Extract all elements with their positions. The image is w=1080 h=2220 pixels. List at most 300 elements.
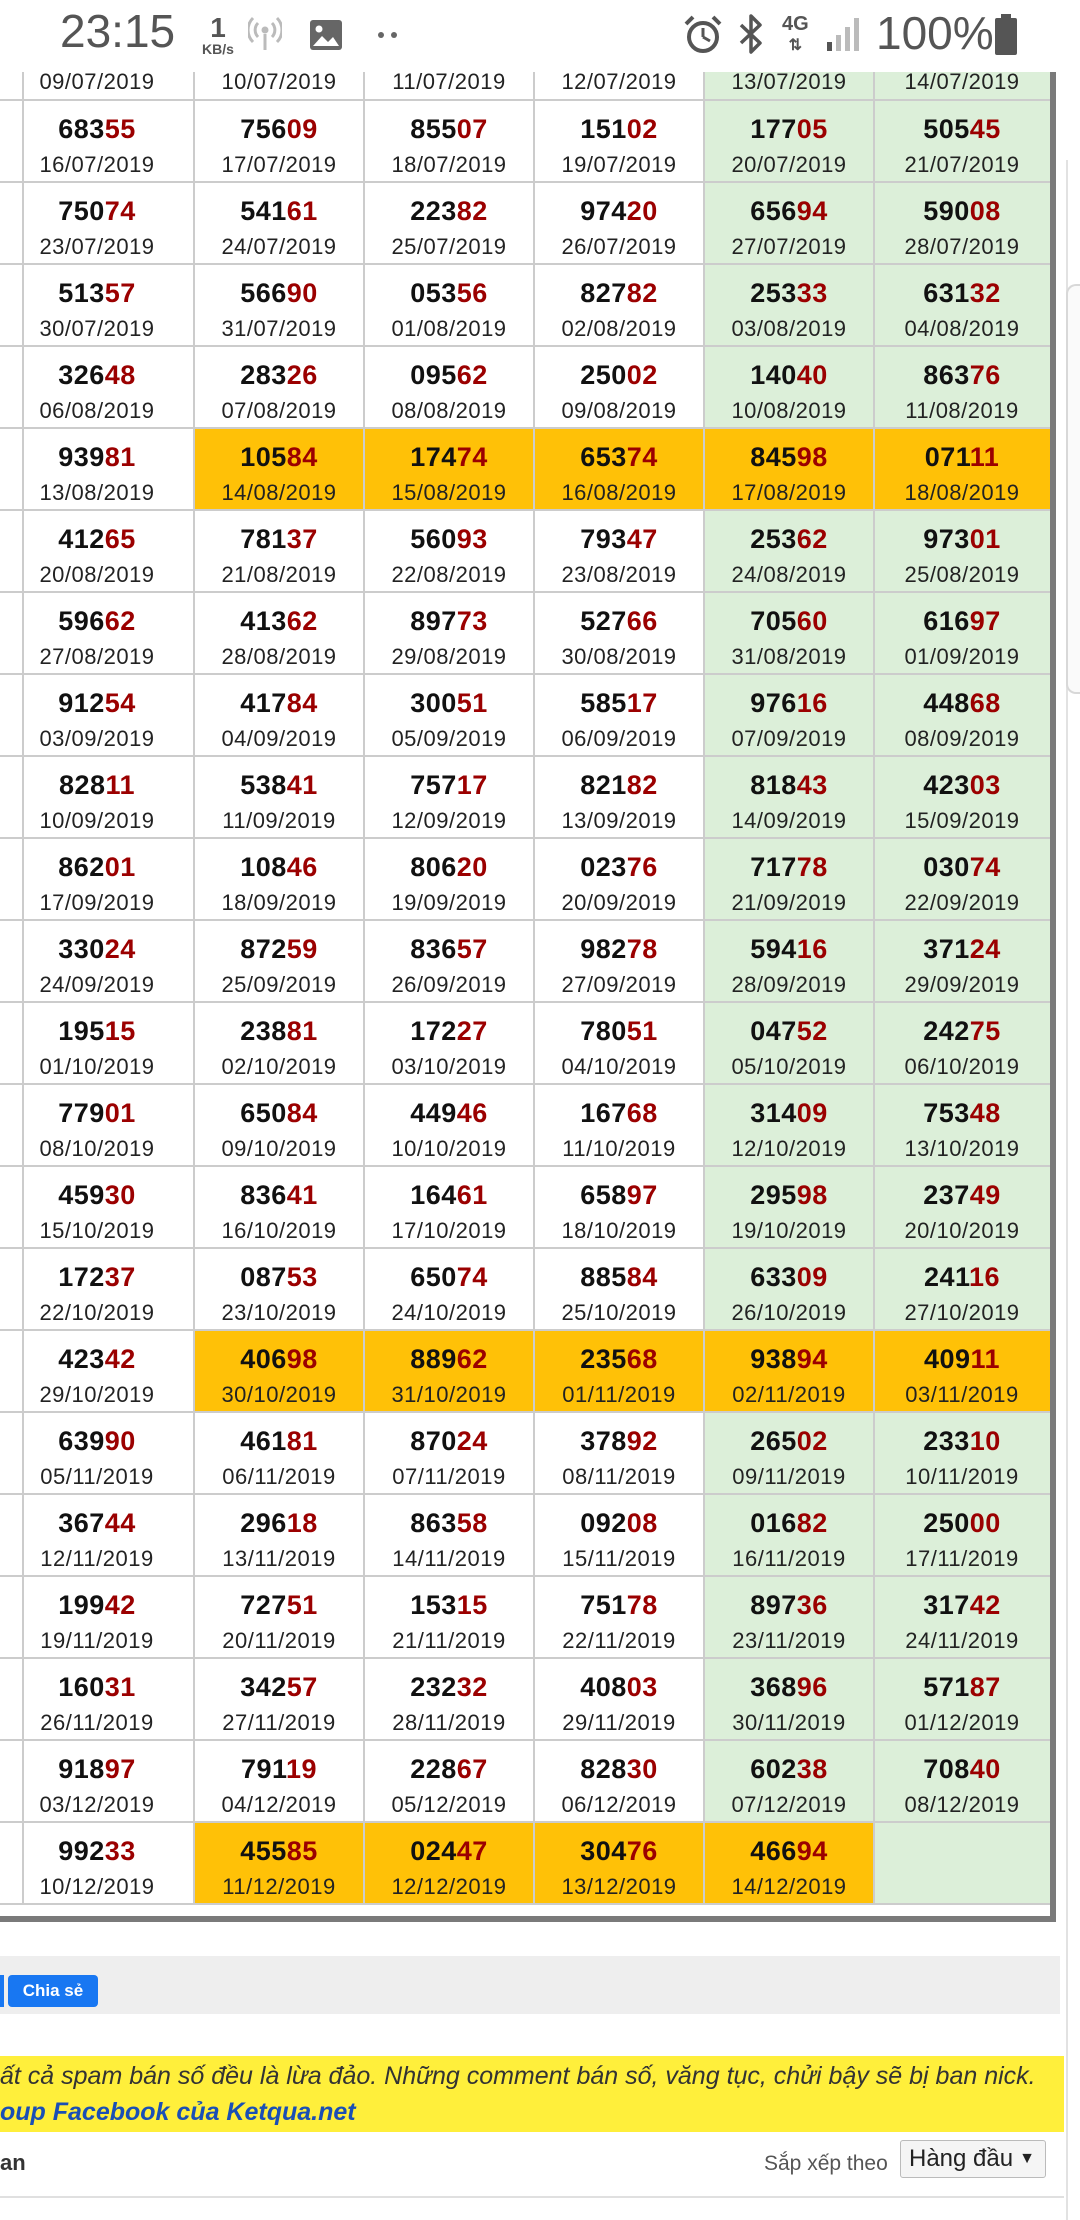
table-cell xyxy=(534,838,704,920)
result-number-tail: 55 xyxy=(104,114,136,144)
table-cell xyxy=(704,346,874,428)
result-number-tail: 47 xyxy=(626,524,658,554)
cell-date: 02/10/2019 xyxy=(221,1054,337,1079)
cell-date: 30/11/2019 xyxy=(732,1710,846,1735)
battery-percent: 100% xyxy=(876,7,994,59)
cell-date: 19/07/2019 xyxy=(561,152,677,177)
result-number-head: 791 xyxy=(240,1754,286,1784)
bluetooth-icon xyxy=(736,12,766,56)
result-number xyxy=(874,278,1050,309)
result-number-tail: 02 xyxy=(626,114,658,144)
result-number-head: 717 xyxy=(750,852,797,882)
cell-date: 30/08/2019 xyxy=(561,644,677,669)
result-number-tail: 48 xyxy=(969,1098,1001,1128)
result-number-head: 821 xyxy=(580,770,627,800)
result-number-head: 172 xyxy=(410,1016,457,1046)
result-number xyxy=(364,1590,534,1621)
table-cell xyxy=(194,346,364,428)
cell-date: 24/09/2019 xyxy=(39,972,155,997)
result-number-tail: 74 xyxy=(456,1262,488,1292)
result-number xyxy=(704,852,874,883)
table-cell xyxy=(194,1740,364,1822)
result-number xyxy=(0,1590,194,1621)
result-number-head: 616 xyxy=(923,606,970,636)
cell-date: 05/10/2019 xyxy=(731,1054,847,1079)
table-cell xyxy=(704,182,874,264)
table-cell xyxy=(364,1494,534,1576)
table-cell xyxy=(534,1576,704,1658)
result-number xyxy=(704,1836,874,1867)
result-number xyxy=(194,1754,364,1785)
cell-date: 06/12/2019 xyxy=(561,1792,677,1817)
cell-date: 07/08/2019 xyxy=(221,398,337,423)
result-number xyxy=(364,770,534,801)
result-number xyxy=(704,1016,874,1047)
result-number-head: 756 xyxy=(240,114,287,144)
result-number-head: 938 xyxy=(750,1344,797,1374)
cell-date: 28/08/2019 xyxy=(221,644,337,669)
cell-date: 02/11/2019 xyxy=(732,1382,846,1407)
cell-date: 24/10/2019 xyxy=(391,1300,507,1325)
result-number-head: 174 xyxy=(410,442,457,472)
result-number-head: 827 xyxy=(580,278,627,308)
cell-date: 19/11/2019 xyxy=(40,1628,154,1653)
result-number-tail: 46 xyxy=(286,852,318,882)
result-number-tail: 75 xyxy=(969,1016,1001,1046)
cell-date: 10/11/2019 xyxy=(905,1464,1019,1489)
table-cell-partial xyxy=(0,69,194,100)
result-number-head: 897 xyxy=(750,1590,797,1620)
result-number-head: 233 xyxy=(923,1426,970,1456)
status-bar xyxy=(0,0,1080,72)
result-number xyxy=(704,1098,874,1129)
result-number xyxy=(0,852,194,883)
column-divider xyxy=(703,72,705,1904)
result-number-tail: 54 xyxy=(104,688,136,718)
result-number-tail: 11 xyxy=(969,442,1000,472)
table-cell xyxy=(874,182,1050,264)
result-number-tail: 01 xyxy=(104,852,136,882)
result-number xyxy=(534,442,704,473)
result-number-head: 232 xyxy=(410,1672,457,1702)
result-number-head: 314 xyxy=(750,1098,797,1128)
result-number xyxy=(704,1508,874,1539)
result-number xyxy=(704,1344,874,1375)
cell-date: 14/07/2019 xyxy=(904,69,1020,94)
cell-date: 24/07/2019 xyxy=(221,234,337,259)
row-divider xyxy=(0,1247,1052,1249)
result-number-head: 855 xyxy=(410,114,457,144)
clock-time: 23:15 xyxy=(60,5,176,57)
cell-date: 07/11/2019 xyxy=(392,1464,506,1489)
result-number-head: 806 xyxy=(410,852,457,882)
result-number-head: 631 xyxy=(923,278,970,308)
table-cell xyxy=(0,920,194,1002)
result-number-head: 235 xyxy=(580,1344,627,1374)
result-number xyxy=(534,852,704,883)
result-number-tail: 61 xyxy=(286,196,318,226)
result-number-head: 590 xyxy=(923,196,970,226)
result-number-head: 757 xyxy=(410,770,457,800)
result-number-tail: 51 xyxy=(456,688,488,718)
cell-date: 01/09/2019 xyxy=(904,644,1020,669)
table-cell xyxy=(194,1248,364,1330)
result-number-tail: 68 xyxy=(626,1098,658,1128)
result-number-tail: 58 xyxy=(456,1508,488,1538)
result-number-tail: 76 xyxy=(969,360,1001,390)
cell-date: 20/11/2019 xyxy=(222,1628,336,1653)
result-number-tail: 51 xyxy=(286,1590,318,1620)
result-number-head: 863 xyxy=(410,1508,457,1538)
result-number-head: 885 xyxy=(580,1262,627,1292)
network-type xyxy=(782,14,809,54)
result-number-head: 030 xyxy=(923,852,970,882)
result-number-tail: 82 xyxy=(626,770,658,800)
result-number-tail: 49 xyxy=(969,1180,1001,1210)
row-divider xyxy=(0,99,1052,101)
result-number-tail: 19 xyxy=(286,1754,318,1784)
result-number-head: 237 xyxy=(923,1180,970,1210)
result-number xyxy=(534,278,704,309)
table-cell xyxy=(874,510,1050,592)
result-number-head: 265 xyxy=(750,1426,797,1456)
row-divider xyxy=(0,1575,1052,1577)
cell-date: 14/09/2019 xyxy=(731,808,847,833)
result-number xyxy=(874,1508,1050,1539)
result-number-head: 108 xyxy=(240,852,287,882)
result-number-head: 459 xyxy=(58,1180,105,1210)
table-cell xyxy=(364,592,534,674)
result-number xyxy=(704,1262,874,1293)
cell-date: 23/11/2019 xyxy=(732,1628,846,1653)
cell-date: 20/08/2019 xyxy=(39,562,155,587)
table-cell xyxy=(534,1412,704,1494)
lottery-results-table xyxy=(0,69,1056,1920)
result-number-tail: 11 xyxy=(105,770,136,800)
divider xyxy=(0,2196,1064,2198)
result-number-head: 863 xyxy=(923,360,970,390)
cell-date: 06/10/2019 xyxy=(904,1054,1020,1079)
share-bar-edge-button[interactable] xyxy=(0,1975,4,2007)
cell-date: 03/09/2019 xyxy=(39,726,155,751)
table-cell xyxy=(0,838,194,920)
table-cell xyxy=(194,1084,364,1166)
result-number xyxy=(0,1016,194,1047)
result-number xyxy=(194,1672,364,1703)
result-number-tail: 32 xyxy=(969,278,1001,308)
result-number-tail: 46 xyxy=(456,1098,488,1128)
table-cell xyxy=(534,1822,704,1904)
result-number xyxy=(0,360,194,391)
cell-date: 09/11/2019 xyxy=(732,1464,846,1489)
result-number xyxy=(874,1262,1050,1293)
cell-date: 15/08/2019 xyxy=(391,480,507,505)
sort-select[interactable] xyxy=(900,2140,1046,2178)
cell-date: 18/08/2019 xyxy=(904,480,1020,505)
result-number-head: 639 xyxy=(58,1426,105,1456)
result-number-head: 650 xyxy=(240,1098,287,1128)
result-number xyxy=(0,1262,194,1293)
row-divider xyxy=(0,345,1052,347)
table-cell xyxy=(704,920,874,1002)
result-number-tail: 74 xyxy=(626,442,658,472)
table-cell xyxy=(0,264,194,346)
result-number-head: 596 xyxy=(58,606,105,636)
result-number-head: 974 xyxy=(580,196,627,226)
table-cell xyxy=(364,1740,534,1822)
table-cell xyxy=(874,1166,1050,1248)
cell-date: 17/07/2019 xyxy=(221,152,337,177)
cell-date: 04/10/2019 xyxy=(561,1054,677,1079)
result-number-tail: 66 xyxy=(626,606,658,636)
result-number-head: 658 xyxy=(580,1180,627,1210)
result-number-head: 250 xyxy=(923,1508,970,1538)
table-cell xyxy=(534,1248,704,1330)
result-number xyxy=(874,852,1050,883)
table-cell xyxy=(704,1576,874,1658)
result-number xyxy=(534,1754,704,1785)
table-cell xyxy=(364,1002,534,1084)
cell-date: 21/08/2019 xyxy=(221,562,337,587)
row-divider xyxy=(0,1001,1052,1003)
table-cell xyxy=(704,510,874,592)
result-number xyxy=(874,442,1050,473)
result-number xyxy=(874,606,1050,637)
result-number-tail: 82 xyxy=(796,1508,828,1538)
result-number-head: 300 xyxy=(410,688,457,718)
result-number-tail: 74 xyxy=(104,196,136,226)
table-cell xyxy=(0,1084,194,1166)
result-number xyxy=(874,1098,1050,1129)
result-number-tail: 61 xyxy=(456,1180,488,1210)
result-number-tail: 85 xyxy=(286,1836,318,1866)
result-number xyxy=(534,688,704,719)
table-cell xyxy=(0,592,194,674)
cell-date: 28/07/2019 xyxy=(904,234,1020,259)
result-number-tail: 76 xyxy=(626,1836,658,1866)
cell-date: 11/07/2019 xyxy=(392,69,506,94)
result-number xyxy=(0,278,194,309)
result-number-tail: 81 xyxy=(104,442,136,472)
result-number xyxy=(704,360,874,391)
column-divider xyxy=(533,72,535,1904)
result-number xyxy=(534,1508,704,1539)
result-number-tail: 96 xyxy=(796,1672,828,1702)
cell-date: 16/07/2019 xyxy=(39,152,155,177)
result-number-head: 870 xyxy=(410,1426,457,1456)
cell-date: 16/08/2019 xyxy=(561,480,677,505)
cell-date: 20/09/2019 xyxy=(561,890,677,915)
result-number xyxy=(194,360,364,391)
column-divider xyxy=(873,72,875,1904)
result-number-head: 602 xyxy=(750,1754,797,1784)
table-cell xyxy=(364,674,534,756)
result-number xyxy=(704,606,874,637)
cell-date: 23/10/2019 xyxy=(221,1300,337,1325)
table-cell xyxy=(364,1330,534,1412)
result-number-tail: 32 xyxy=(456,1672,488,1702)
table-cell-partial xyxy=(534,69,704,100)
result-number-tail: 16 xyxy=(796,688,828,718)
result-number xyxy=(364,1672,534,1703)
cell-date: 15/11/2019 xyxy=(562,1546,676,1571)
result-number-tail: 51 xyxy=(626,1016,658,1046)
table-cell xyxy=(194,756,364,838)
result-number-head: 140 xyxy=(750,360,797,390)
result-number-head: 283 xyxy=(240,360,287,390)
result-number xyxy=(874,688,1050,719)
table-cell xyxy=(874,1412,1050,1494)
share-bar xyxy=(0,1956,1060,2014)
result-number xyxy=(534,1590,704,1621)
result-number-tail: 68 xyxy=(969,688,1001,718)
result-number-tail: 20 xyxy=(456,852,488,882)
result-number-head: 683 xyxy=(58,114,105,144)
result-number-tail: 84 xyxy=(286,688,318,718)
dropdown-arrow-icon: ▼ xyxy=(1019,2150,1035,2167)
table-cell xyxy=(534,674,704,756)
result-number-tail: 02 xyxy=(626,360,658,390)
cell-date: 19/09/2019 xyxy=(391,890,507,915)
cell-date: 11/09/2019 xyxy=(222,808,336,833)
table-border-right xyxy=(1050,72,1056,1920)
cell-date: 13/08/2019 xyxy=(39,480,155,505)
result-number xyxy=(0,1426,194,1457)
table-cell xyxy=(0,1166,194,1248)
cell-date: 26/09/2019 xyxy=(391,972,507,997)
cell-date: 17/11/2019 xyxy=(905,1546,1019,1571)
cell-date: 15/10/2019 xyxy=(39,1218,155,1243)
table-cell xyxy=(704,100,874,182)
result-number-tail: 57 xyxy=(286,1672,318,1702)
result-number-tail: 15 xyxy=(104,1016,136,1046)
result-number-head: 160 xyxy=(58,1672,105,1702)
result-number xyxy=(534,1180,704,1211)
cell-date: 07/12/2019 xyxy=(731,1792,847,1817)
result-number xyxy=(534,606,704,637)
table-cell xyxy=(194,1822,364,1904)
cell-date: 18/10/2019 xyxy=(561,1218,677,1243)
result-number-head: 412 xyxy=(58,524,105,554)
result-number-tail: 76 xyxy=(626,852,658,882)
cell-date: 26/11/2019 xyxy=(40,1710,154,1735)
cell-date: 27/09/2019 xyxy=(561,972,677,997)
more-notifications-icon xyxy=(376,30,400,40)
table-cell xyxy=(0,100,194,182)
table-cell xyxy=(194,510,364,592)
result-number-tail: 00 xyxy=(969,1508,1001,1538)
result-number xyxy=(534,524,704,555)
result-number-head: 571 xyxy=(923,1672,970,1702)
result-number xyxy=(874,524,1050,555)
cell-date: 09/08/2019 xyxy=(561,398,677,423)
result-number xyxy=(0,1344,194,1375)
result-number xyxy=(364,278,534,309)
facebook-group-link[interactable]: oup Facebook của Ketqua.net xyxy=(0,2098,356,2126)
result-number-tail: 08 xyxy=(626,1508,658,1538)
result-number-tail: 78 xyxy=(626,1590,658,1620)
result-number-tail: 33 xyxy=(104,1836,136,1866)
result-number-tail: 03 xyxy=(626,1672,658,1702)
result-number xyxy=(534,934,704,965)
table-cell xyxy=(364,920,534,1002)
result-number xyxy=(704,688,874,719)
table-cell xyxy=(194,1330,364,1412)
table-cell xyxy=(194,1002,364,1084)
network-speed-unit: KB/s xyxy=(202,41,234,57)
table-cell xyxy=(0,182,194,264)
cell-date: 25/07/2019 xyxy=(391,234,507,259)
row-divider xyxy=(0,1821,1052,1823)
cell-date: 26/10/2019 xyxy=(731,1300,847,1325)
table-cell xyxy=(194,1658,364,1740)
result-number xyxy=(194,114,364,145)
row-divider xyxy=(0,1165,1052,1167)
result-number-head: 047 xyxy=(750,1016,797,1046)
result-number xyxy=(194,606,364,637)
network-type-label: 4G xyxy=(782,13,809,35)
table-cell xyxy=(364,1248,534,1330)
cell-date: 27/11/2019 xyxy=(222,1710,336,1735)
result-number xyxy=(194,934,364,965)
result-number-head: 304 xyxy=(580,1836,627,1866)
result-number xyxy=(194,1180,364,1211)
result-number xyxy=(534,770,704,801)
result-number-tail: 08 xyxy=(969,196,1001,226)
result-number-tail: 09 xyxy=(286,114,318,144)
result-number xyxy=(704,114,874,145)
result-number xyxy=(364,524,534,555)
result-number xyxy=(364,1262,534,1293)
result-number xyxy=(534,1344,704,1375)
cell-date: 09/07/2019 xyxy=(39,69,155,94)
result-number-head: 939 xyxy=(58,442,105,472)
result-number xyxy=(534,360,704,391)
column-divider xyxy=(22,72,24,1904)
table-cell xyxy=(874,920,1050,1002)
result-number xyxy=(364,442,534,473)
result-number-head: 423 xyxy=(58,1344,105,1374)
cell-date: 13/10/2019 xyxy=(904,1136,1020,1161)
cell-date: 22/10/2019 xyxy=(39,1300,155,1325)
result-number-tail: 97 xyxy=(969,606,1001,636)
result-number-tail: 24 xyxy=(104,934,136,964)
table-cell xyxy=(364,1658,534,1740)
cell-date: 29/10/2019 xyxy=(39,1382,155,1407)
result-number xyxy=(364,1180,534,1211)
result-number xyxy=(194,1344,364,1375)
table-cell xyxy=(194,1412,364,1494)
cell-date: 06/09/2019 xyxy=(561,726,677,751)
cell-date: 26/07/2019 xyxy=(561,234,677,259)
result-number-tail: 74 xyxy=(969,852,1001,882)
result-number-head: 751 xyxy=(580,1590,627,1620)
result-number xyxy=(364,688,534,719)
table-cell xyxy=(874,1084,1050,1166)
result-number-head: 727 xyxy=(240,1590,287,1620)
table-cell xyxy=(704,1330,874,1412)
result-number-tail: 10 xyxy=(969,1426,1001,1456)
sort-select-value: Hàng đầu xyxy=(909,2145,1014,2172)
cell-date: 23/07/2019 xyxy=(39,234,155,259)
share-button[interactable]: Chia sẻ xyxy=(8,1975,98,2007)
result-number-head: 295 xyxy=(750,1180,797,1210)
result-number-head: 650 xyxy=(410,1262,457,1292)
column-divider xyxy=(363,72,365,1904)
result-number-tail: 90 xyxy=(104,1426,136,1456)
result-number-tail: 26 xyxy=(286,360,318,390)
scroll-thumb[interactable] xyxy=(1066,284,1080,694)
